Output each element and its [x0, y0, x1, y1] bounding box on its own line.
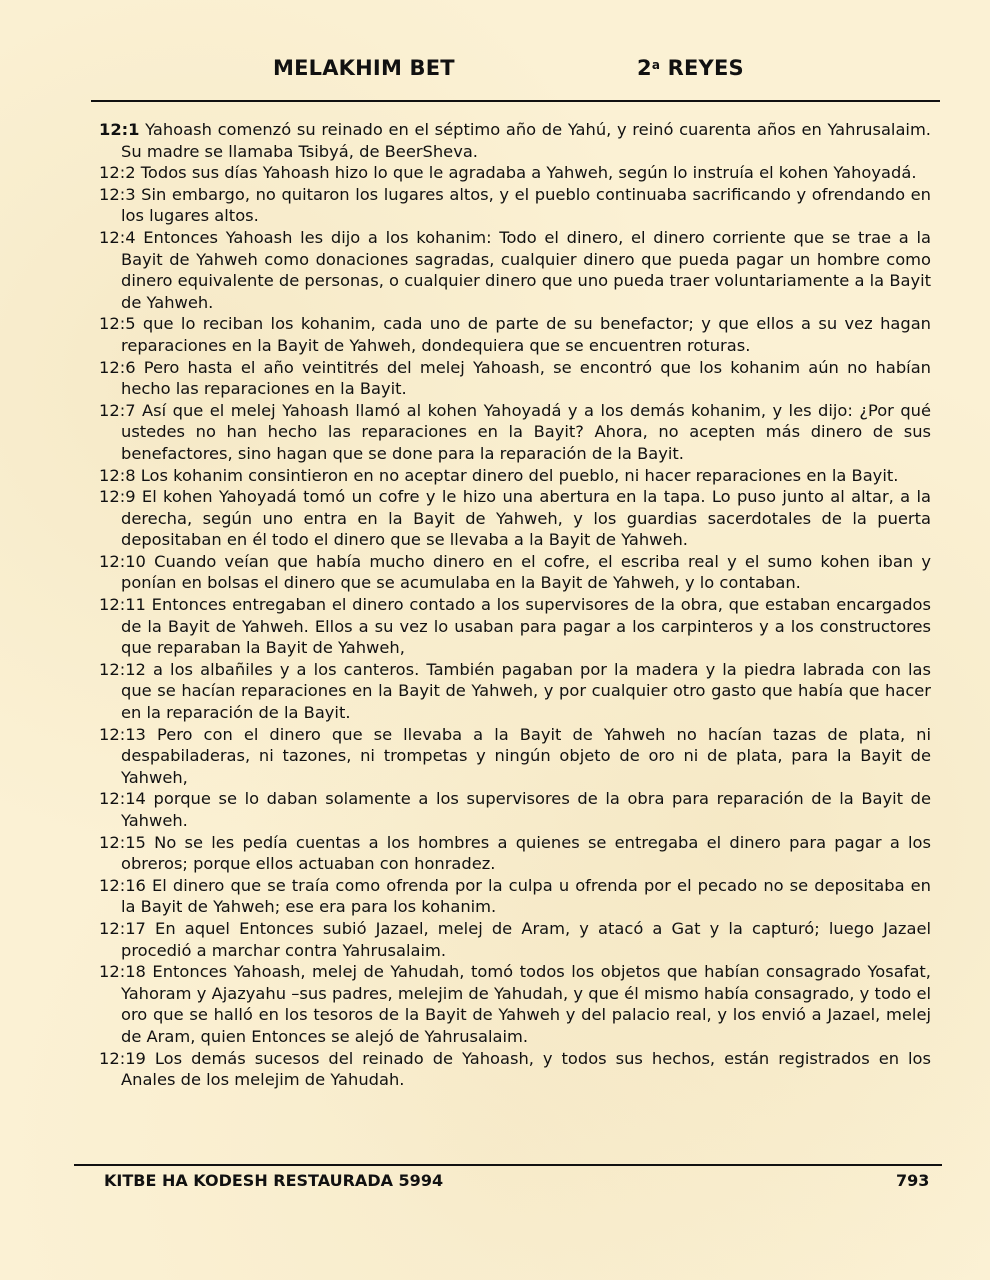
footer-book-title: KITBE HA KODESH RESTAURADA 5994: [104, 1171, 444, 1190]
verse-text: Entonces Yahoash les dijo a los kohanim: Todo el dinero, el dinero corriente que se trae a la Bayit de Yahweh como donaciones sagradas, cualquier dinero que pueda pagar un hombre como dinero equivalente de personas, o cualquier dinero que uno pueda traer voluntariamente a la Bayit de Yahweh.: [121, 227, 932, 312]
chapter-text: [99, 119, 931, 1091]
verse: [99, 659, 931, 724]
verse: [99, 227, 931, 313]
verse-text: El kohen Yahoyadá tomó un cofre y le hizo una abertura en la tapa. Lo puso junto al altar, a la derecha, según uno entra en la Bayit de Yahweh, y los guardias sacerdotales de la puerta depositaban en él todo el dinero que se llevaba a la Bayit de Yahweh.: [121, 487, 931, 550]
verse-number: 12:2: [99, 163, 136, 183]
verse-text: Así que el melej Yahoash llamó al kohen Yahoyadá y a los demás kohanim, y les dijo: ¿Por qué ustedes no han hecho las reparaciones en la Bayit? Ahora, no acepten más dinero de sus benefactores, sino hagan que se done para la reparación de la Bayit.: [121, 400, 931, 463]
verse: [99, 400, 931, 465]
verse-text: Sin embargo, no quitaron los lugares altos, y el pueblo continuaba sacrificando y ofrendando en los lugares altos.: [121, 184, 931, 226]
verse: [99, 486, 931, 551]
verse: [99, 594, 931, 659]
verse: [99, 832, 931, 875]
verse-text: Yahoash comenzó su reinado en el séptimo año de Yahú, y reinó cuarenta años en Yahrusalaim. Su madre se llamaba Tsibyá, de BeerSheva.: [121, 120, 931, 161]
book-number: 2: [637, 56, 652, 80]
header-rule: [91, 100, 940, 102]
page-header: [0, 56, 990, 92]
verse-number: 12:12: [99, 659, 146, 679]
verse-number: 12:5: [99, 314, 136, 334]
verse: [99, 961, 931, 1047]
verse-text: Entonces entregaban el dinero contado a los supervisores de la obra, que estaban encargados de la Bayit de Yahweh. Ellos a su vez lo usaban para pagar a los carpinteros y a los constructores que reparaban la Bayit de Yahweh,: [121, 595, 931, 658]
verse-number: 12:14: [99, 789, 146, 809]
verse-number: 12:13: [99, 724, 146, 744]
verse-text: Los kohanim consintieron en no aceptar dinero del pueblo, ni hacer reparaciones en la Bayit.: [135, 465, 899, 485]
verse-text: Cuando veían que había mucho dinero en el cofre, el escriba real y el sumo kohen iban y ponían en bolsas el dinero que se acumulaba en la Bayit de Yahweh, y lo contaban.: [121, 551, 931, 593]
verse-text: que lo reciban los kohanim, cada uno de parte de su benefactor; y que ellos a su vez hagan reparaciones en la Bayit de Yahweh, dondequiera que se encuentren roturas.: [121, 314, 931, 355]
verse-number: 12:16: [99, 875, 146, 895]
running-title-spanish: [637, 56, 744, 80]
verse: [99, 184, 931, 227]
verse-number: 12:4: [99, 227, 136, 247]
verse: [99, 551, 931, 594]
verse: [99, 357, 931, 400]
verse-text: Pero con el dinero que se llevaba a la Bayit de Yahweh no hacían tazas de plata, ni despabiladeras, ni tazones, ni trompetas y ningún objeto de oro ni de plata, para la Bayit de Yahweh,: [121, 724, 931, 787]
verse-text: Los demás sucesos del reinado de Yahoash, y todos sus hechos, están registrados en los Anales de los melejim de Yahudah.: [121, 1048, 931, 1090]
ordinal-superscript: a: [651, 58, 661, 72]
verse-number: 12:6: [99, 357, 136, 377]
verse: [99, 1048, 931, 1091]
verse-text: Entonces Yahoash, melej de Yahudah, tomó todos los objetos que habían consagrado Yosafat, Yahoram y Ajazyahu –sus padres, melejim de Yahudah, y que él mismo había consagrado, y todo el oro que se halló en los tesoros de la Bayit de Yahweh y del palacio real, y los envió a Jazael, melej de Aram, quien Entonces se alejó de Yahrusalaim.: [121, 962, 931, 1046]
page-number: 793: [896, 1171, 930, 1190]
verse-text: a los albañiles y a los canteros. También pagaban por la madera y la piedra labrada con las que se hacían reparaciones en la Bayit de Yahweh, y por cualquier otro gasto que había que hacer en la reparación de la Bayit.: [121, 659, 931, 723]
verse-number: 12:11: [99, 595, 146, 615]
verse: [99, 465, 931, 487]
footer-rule: [74, 1164, 942, 1166]
verse-number: 12:15: [99, 832, 146, 852]
verse-number: 12:7: [99, 400, 136, 420]
verse-number: 12:3: [99, 184, 136, 204]
verse: [99, 788, 931, 831]
verse-text: porque se lo daban solamente a los supervisores de la obra para reparación de la Bayit de Yahweh.: [121, 789, 931, 830]
verse: [99, 875, 931, 918]
running-title-hebrew: MELAKHIM BET: [273, 56, 455, 80]
verse-number: 12:17: [99, 918, 146, 938]
verse-text: Todos sus días Yahoash hizo lo que le agradaba a Yahweh, según lo instruía el kohen Yahoyadá.: [135, 163, 917, 183]
verse: [99, 119, 931, 162]
verse-text: Pero hasta el año veintitrés del melej Yahoash, se encontró que los kohanim aún no habían hecho las reparaciones en la Bayit.: [121, 357, 931, 399]
verse: [99, 313, 931, 356]
verse-number: 12:1: [99, 120, 140, 139]
verse-number: 12:18: [99, 962, 146, 982]
verse-text: En aquel Entonces subió Jazael, melej de Aram, y atacó a Gat y la capturó; luego Jazael procedió a marchar contra Yahrusalaim.: [121, 918, 931, 960]
verse-text: No se les pedía cuentas a los hombres a quienes se entregaba el dinero para pagar a los obreros; porque ellos actuaban con honradez.: [121, 832, 931, 874]
verse-number: 12:8: [99, 465, 136, 485]
verse: [99, 918, 931, 961]
verse: [99, 162, 931, 184]
verse: [99, 724, 931, 789]
verse-number: 12:9: [99, 487, 136, 507]
verse-text: El dinero que se traía como ofrenda por la culpa u ofrenda por el pecado no se depositaba en la Bayit de Yahweh; ese era para los kohanim.: [121, 875, 931, 917]
book-name: REYES: [660, 56, 744, 80]
verse-number: 12:10: [99, 551, 146, 571]
verse-number: 12:19: [99, 1048, 146, 1068]
